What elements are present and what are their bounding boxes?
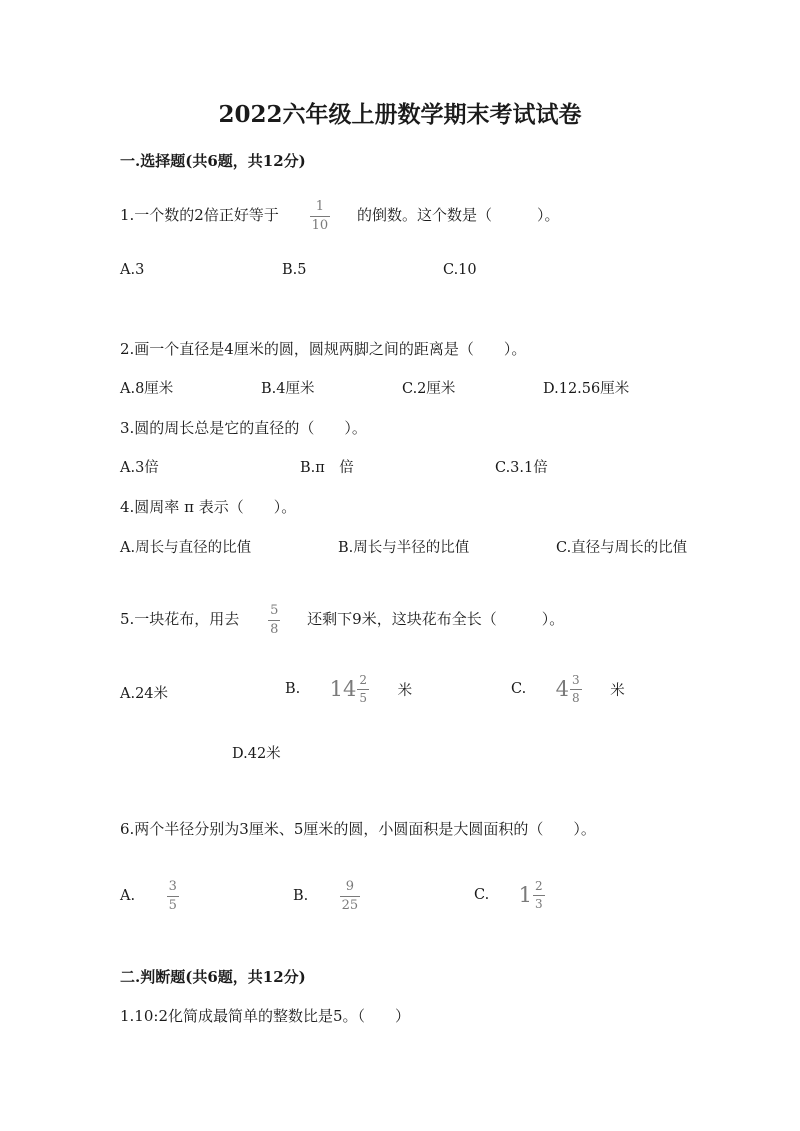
option-1b[interactable]: B.5 — [282, 262, 307, 278]
option-5b-label: B. — [285, 681, 301, 698]
question-1-prefix: 1.一个数的2倍正好等于 — [120, 206, 279, 225]
option-5b[interactable] — [285, 674, 412, 704]
option-5d[interactable]: D.42米 — [232, 746, 281, 762]
mixed-fraction — [570, 674, 582, 704]
option-6a-label: A. — [120, 888, 136, 905]
option-6b-label: B. — [293, 888, 309, 905]
fraction-bar — [340, 896, 361, 897]
fraction-nine-twentyfifths — [340, 880, 361, 912]
fraction-denominator: 3 — [534, 896, 543, 911]
fraction-denominator: 5 — [359, 690, 367, 705]
fraction-numerator: 3 — [168, 879, 177, 894]
question-6: 6.两个半径分别为3厘米、5厘米的圆，小圆面积是大圆面积的（ ）。 — [120, 820, 596, 838]
fraction-numerator: 9 — [345, 879, 355, 894]
option-2a[interactable]: A.8厘米 — [120, 381, 174, 397]
question-5-suffix: 还剩下9米，这块花布全长（ ）。 — [307, 610, 565, 629]
fraction-bar — [357, 689, 369, 690]
mixed-number-1-2-3 — [519, 880, 545, 910]
option-3a[interactable]: A.3倍 — [120, 460, 159, 476]
question-2: 2.画一个直径是4厘米的圆，圆规两脚之间的距离是（ ）。 — [120, 340, 527, 358]
option-4c[interactable] — [556, 536, 686, 557]
section-heading-judgement: 二.判断题(共6题，共12分) — [120, 968, 306, 986]
option-3b[interactable]: B.π 倍 — [300, 460, 354, 476]
mixed-whole: 14 — [329, 677, 357, 702]
option-4a[interactable]: A.周长与直径的比值 — [120, 540, 252, 556]
mixed-number-14-2-5 — [330, 674, 369, 704]
option-5c[interactable] — [511, 674, 625, 704]
fraction-bar — [167, 896, 179, 897]
fraction-denominator: 25 — [341, 897, 359, 913]
fraction-numerator: 3 — [571, 673, 580, 687]
option-3c[interactable]: C.3.1倍 — [495, 460, 548, 476]
mixed-fraction — [357, 674, 369, 704]
fraction-denominator: 8 — [571, 690, 580, 705]
option-4c-text: C.直径与周长的比值 — [556, 540, 688, 556]
option-1a[interactable]: A.3 — [120, 262, 145, 278]
mixed-whole: 1 — [518, 883, 532, 908]
mixed-whole: 4 — [555, 677, 569, 702]
option-6c[interactable] — [474, 880, 545, 910]
section-heading-choice: 一.选择题(共6题，共12分) — [120, 152, 306, 170]
fraction-bar — [310, 216, 331, 217]
fraction-five-eighths — [268, 604, 280, 636]
option-5b-unit: 米 — [397, 682, 413, 699]
fraction-numerator: 2 — [534, 879, 543, 893]
fraction-numerator: 2 — [359, 673, 367, 687]
option-1c[interactable]: C.10 — [443, 262, 477, 278]
fraction-denominator: 8 — [270, 621, 279, 637]
option-6c-label: C. — [474, 887, 490, 904]
option-5c-unit: 米 — [610, 682, 625, 699]
fraction-bar — [268, 620, 280, 621]
question-5 — [120, 604, 564, 636]
fraction-denominator: 5 — [168, 897, 177, 913]
question-3: 3.圆的周长总是它的直径的（ ）。 — [120, 419, 367, 437]
mixed-fraction — [533, 880, 545, 910]
fraction-numerator: 1 — [315, 199, 325, 214]
option-5a[interactable]: A.24米 — [120, 686, 169, 702]
fraction-bar — [533, 895, 545, 896]
option-5c-label: C. — [511, 681, 527, 698]
option-2d[interactable]: D.12.56厘米 — [543, 381, 630, 397]
question-5-prefix: 5.一块花布，用去 — [120, 610, 240, 629]
fraction-one-tenth — [310, 200, 331, 232]
option-2c[interactable]: C.2厘米 — [402, 381, 456, 397]
mixed-number-4-3-8 — [556, 674, 582, 704]
option-6a[interactable] — [120, 880, 179, 912]
fraction-numerator: 5 — [270, 603, 279, 618]
page-title: 2022六年级上册数学期末考试试卷 — [218, 101, 582, 128]
option-6b[interactable] — [293, 880, 360, 912]
question-1 — [120, 200, 559, 232]
fraction-three-fifths — [167, 880, 179, 912]
fraction-denominator: 10 — [311, 217, 329, 233]
option-2b[interactable]: B.4厘米 — [261, 381, 315, 397]
question-1-suffix: 的倒数。这个数是（ ）。 — [356, 206, 560, 225]
option-4b[interactable]: B.周长与半径的比值 — [338, 540, 470, 556]
judgement-question-1: 1.10:2化简成最简单的整数比是5。（ ） — [120, 1007, 411, 1025]
question-4: 4.圆周率 π 表示（ ）。 — [120, 498, 297, 516]
fraction-bar — [570, 689, 582, 690]
